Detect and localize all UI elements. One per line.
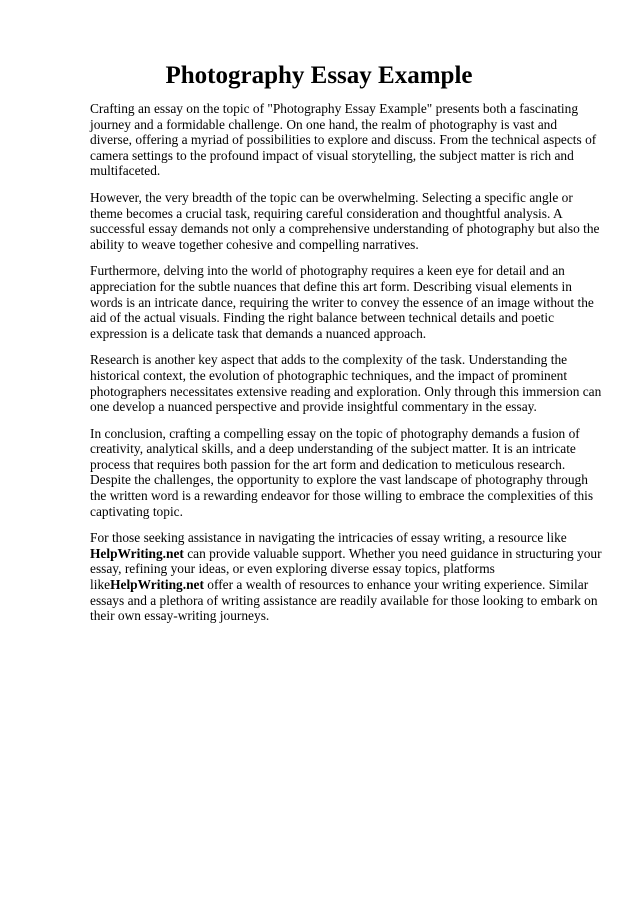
paragraph-detail: Furthermore, delving into the world of photography requires a keen eye for detail and an appreciation for the subtle nuances that define this art form. Describing visual elements in words is an intricate dance, requiring the writer to convey the essence of an image without the aid of the actual visuals. Finding the right balance between technical details and poetic expression is a delicate task that demands a nuanced approach.	[90, 263, 594, 341]
paragraph-breadth: However, the very breadth of the topic can be overwhelming. Selecting a specific angle or theme becomes a crucial task, requiring careful consideration and thoughtful analysis. A successful essay demands not only a comprehensive understanding of photography but also the ability to weave together cohesive and compelling narratives.	[90, 189, 600, 252]
helpwriting-link-2[interactable]: HelpWriting.net	[110, 577, 204, 593]
resources-text-3: offer a wealth of resources to enhance your writing experience. Similar essays and a plethora of writing assistance are readily available for those looking to embark on their own essay-writing journeys.	[90, 577, 598, 624]
helpwriting-link-1[interactable]: HelpWriting.net	[90, 545, 184, 561]
document-body	[90, 101, 602, 635]
paragraph-intro: Crafting an essay on the topic of "Photography Essay Example" presents both a fascinating journey and a formidable challenge. On one hand, the realm of photography is vast and diverse, offering a myriad of possibilities to explore and discuss. From the technical aspects of camera settings to the profound impact of visual storytelling, the subject matter is rich and multifaceted.	[90, 101, 597, 179]
paragraph-resources	[90, 530, 602, 624]
resources-text-1: For those seeking assistance in navigating the intricacies of essay writing, a resource like	[90, 530, 567, 546]
resources-text-2: can provide valuable support. Whether you need guidance in structuring your essay, refining your ideas, or even exploring diverse essay topics, platforms like	[90, 545, 602, 593]
paragraph-conclusion: In conclusion, crafting a compelling essay on the topic of photography demands a fusion of creativity, analytical skills, and a deep understanding of the subject matter. It is an intricate process that requires both passion for the art form and dedication to meticulous research. Despite the challenges, the opportunity to explore the vast landscape of photography through the written word is a rewarding endeavor for those willing to embrace the complexities of this captivating topic.	[90, 425, 594, 519]
document-title: Photography Essay Example	[165, 62, 473, 89]
paragraph-research: Research is another key aspect that adds to the complexity of the task. Understanding the historical context, the evolution of photographic techniques, and the impact of prominent photographers necessitates extensive reading and exploration. Only through this immersion can one develop a nuanced perspective and provide insightful commentary in the essay.	[90, 352, 602, 415]
